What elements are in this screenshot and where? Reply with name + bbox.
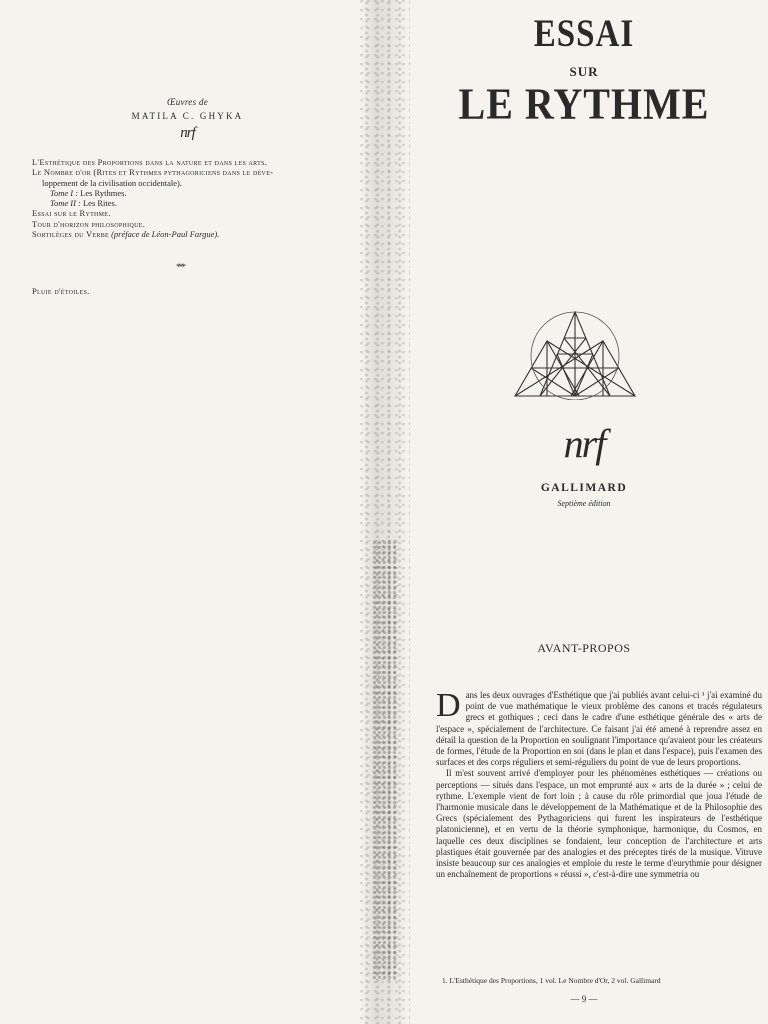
author-name: MATILA C. GHYKA xyxy=(131,111,244,121)
volume-title: Les Rites. xyxy=(82,198,117,209)
volume-title: Les Rythmes. xyxy=(80,187,127,198)
work-preface: (préface de Léon-Paul Fargue). xyxy=(111,229,220,240)
work-item xyxy=(32,229,337,239)
nrf-logo: nrf xyxy=(563,421,605,466)
work-item: Tour d'horizon philosophique. xyxy=(32,218,146,229)
right-page xyxy=(400,0,768,1024)
publisher-name: GALLIMARD xyxy=(540,482,628,494)
work-title: Sortilèges du Verbe xyxy=(32,229,109,240)
work-item: L'Esthétique des Proportions dans la nature et dans les arts. xyxy=(32,157,268,167)
volume-label: Tome II : xyxy=(50,198,81,209)
page-number: — 9 — xyxy=(570,994,598,1004)
footnote: 1. L'Esthétique des Proportions, 1 vol. Le Nombre d'Or, 2 vol. Gallimard xyxy=(442,976,661,985)
nrf-logo-small: nrf xyxy=(180,125,195,141)
edition-label: Septième édition xyxy=(557,499,611,508)
work-item-forthcoming: Pluie d'étoiles. xyxy=(32,286,90,296)
work-item-continuation: loppement de la civilisation occidentale). xyxy=(42,177,182,188)
gutter-shadow xyxy=(372,540,398,980)
left-page xyxy=(0,0,365,1024)
title-le-rythme: LE RYTHME xyxy=(458,78,710,129)
works-list xyxy=(32,157,337,239)
work-item: Le Nombre d'or (Rites et Rythmes pythagoriciens dans le déve- xyxy=(32,167,274,178)
body-text xyxy=(436,687,762,880)
asterism-ornament: * * * xyxy=(176,262,184,272)
pyramids-emblem-icon xyxy=(510,306,640,400)
paragraph-text: ans les deux ouvrages d'Esthétique que j'ai publiés avant celui-ci ¹ j'ai examiné du point de vue mathématique le vieux problème des canons et tracés régulateurs grecs et gothiques ; ceci dans le cadre d'une esthétique générale des « arts de l'espace », spécialement de l'architecture. Ce faisant j'ai été amené à reprendre assez en détail la question de la Proportion en soulignant l'importance qu'avaient pour les créateurs de formes, l'étude de la Proportion en soi (dans le plan et dans l'espace), puis l'examen des surfaces et des corps réguliers et semi-réguliers du point de vue de leurs proportions. xyxy=(436,690,762,768)
volume-label: Tome I : xyxy=(50,187,79,198)
works-by-heading: Œuvres de xyxy=(166,97,209,107)
work-volume xyxy=(32,188,337,198)
work-item: Essai sur le Rythme. xyxy=(32,208,111,219)
title-sur: SUR xyxy=(569,64,599,79)
section-title: AVANT-PROPOS xyxy=(537,641,631,655)
title-essai: ESSAI xyxy=(533,12,635,56)
work-volume xyxy=(32,198,337,208)
paragraph xyxy=(436,687,762,768)
drop-cap: D xyxy=(436,687,461,724)
paragraph: Il m'est souvent arrivé d'employer pour les phénomènes esthétiques — créations ou perceptions — situés dans l'espace, un mot emprunté aux « arts de la durée » ; celui de rythme. L'exemple vient de fort loin ; à cause du rôle primordial que joua l'étude de l'harmonie musicale dans le développement de la Mathématique et de la Philosophie des Grecs (spécialement des Pythagoriciens qui furent les inspirateurs de l'esthétique platonicienne), et en vertu de la théorie symphonique, harmonique, du Cosmos, en laquelle ces deux disciplines se fondaient, leur conception de l'architecture et arts plastiques était gouvernée par des analogies et des préceptes tirés de la musique. Vitruve insiste beaucoup sur ces analogies et emploie du reste le terme d'eurythmie pour désigner un enchaînement de proportions « réussi », c'est-à-dire une symmetria ou xyxy=(436,768,762,880)
